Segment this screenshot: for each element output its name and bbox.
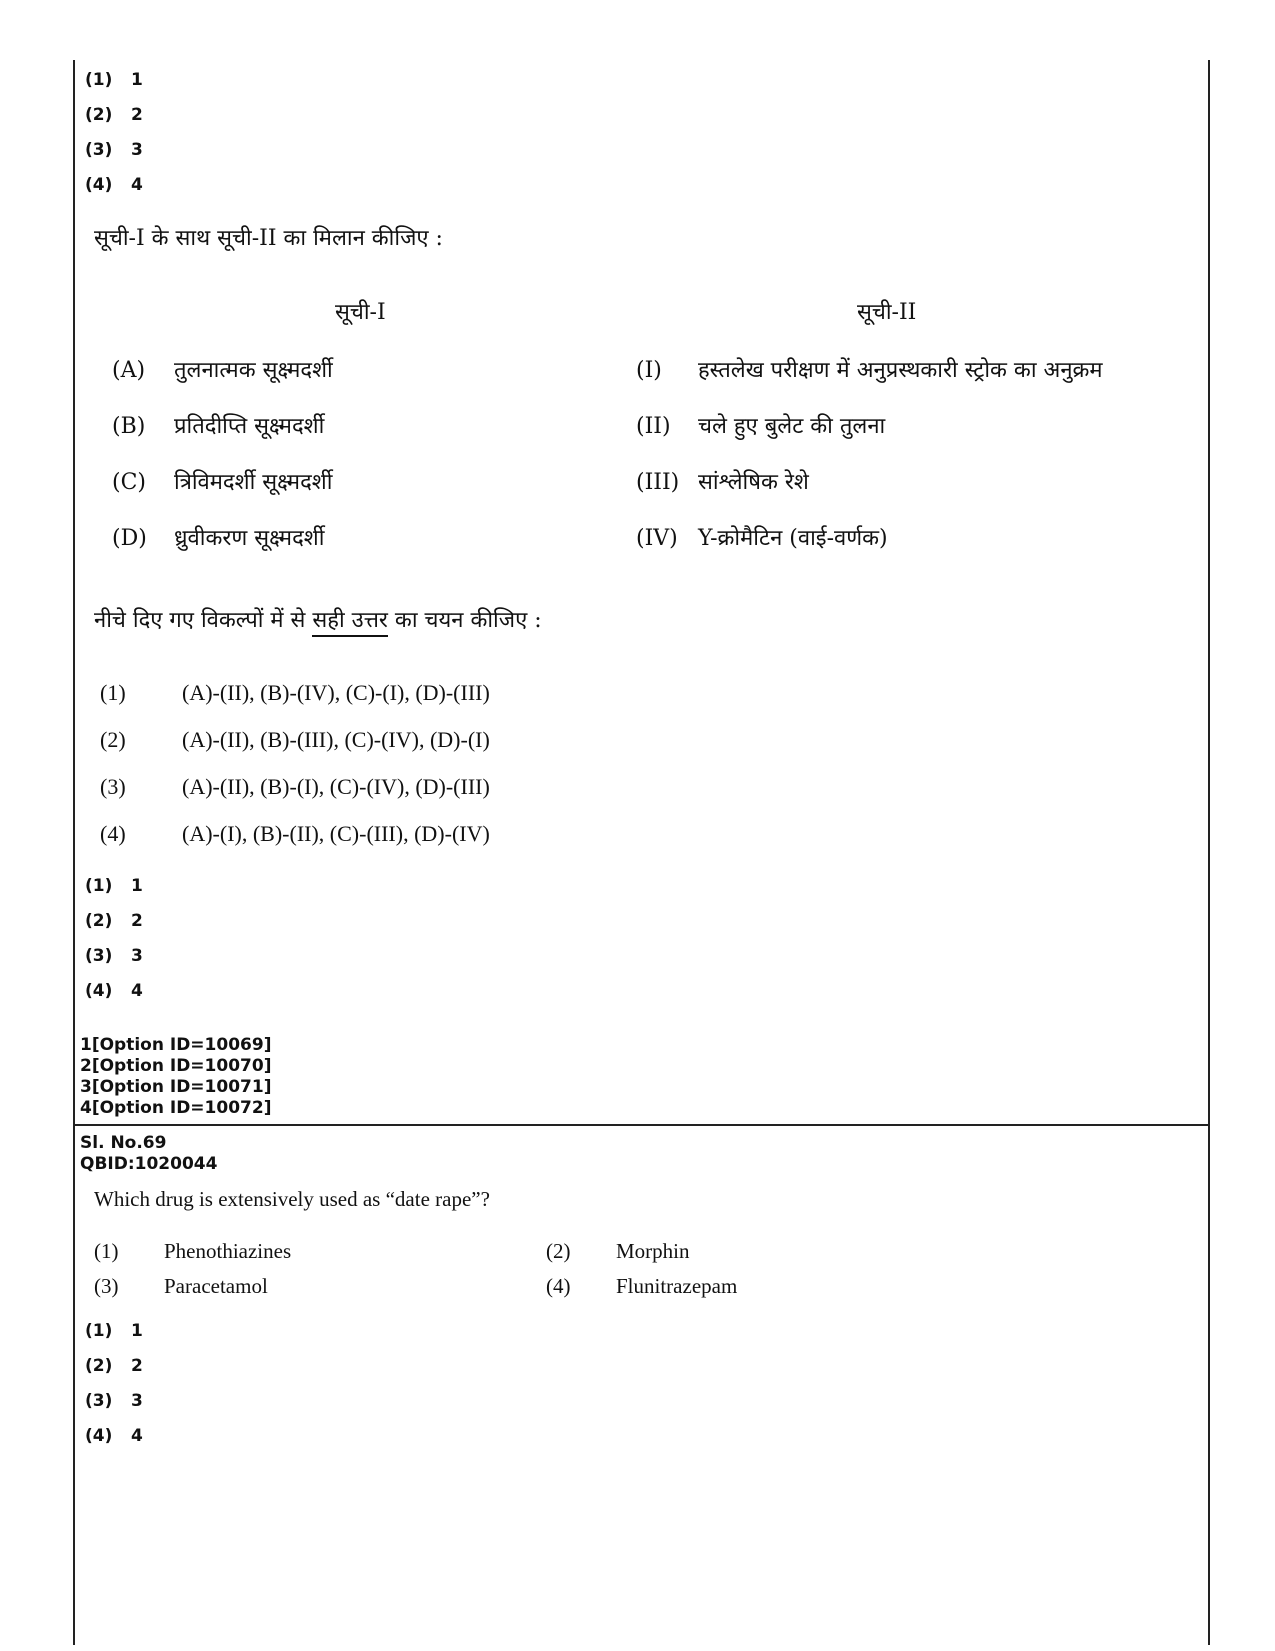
answer-choice: (1) Phenothiazines	[94, 1239, 292, 1263]
underlined-text: सही उत्तर	[312, 608, 388, 637]
option-row: (2) 2	[85, 1356, 143, 1376]
page-border-left	[73, 60, 75, 1645]
option-row: (4) 4	[85, 1426, 143, 1446]
option-row: (1) 1	[85, 876, 143, 896]
list1-title: सूची-I	[335, 300, 386, 325]
answer-choice: (2) Morphin	[546, 1239, 690, 1263]
option-row: (3) 3	[85, 140, 143, 160]
answer-choice: (1) (A)-(II), (B)-(IV), (C)-(I), (D)-(III)	[100, 680, 490, 705]
list1-item: (D) ध्रुवीकरण सूक्ष्मदर्शी	[112, 526, 325, 551]
option-id: 1[Option ID=10069]	[80, 1035, 272, 1055]
qbid: QBID:1020044	[80, 1154, 218, 1174]
option-id-list	[80, 1035, 271, 1119]
question69-options	[85, 1314, 143, 1454]
option-row: (1) 1	[85, 70, 143, 90]
choose-instruction: नीचे दिए गए विकल्पों में से सही उत्तर का चयन कीजिए :	[94, 604, 542, 634]
question-intro: सूची-I के साथ सूची-II का मिलान कीजिए :	[94, 226, 443, 251]
option-row: (4) 4	[85, 981, 143, 1001]
serial-number: Sl. No.69	[80, 1133, 167, 1153]
list1-item: (C) त्रिविमदर्शी सूक्ष्मदर्शी	[112, 470, 333, 495]
list1-item: (A) तुलनात्मक सूक्ष्मदर्शी	[112, 358, 333, 383]
option-row: (1) 1	[85, 1321, 143, 1341]
option-row: (2) 2	[85, 105, 143, 125]
question-meta	[80, 1133, 217, 1175]
answer-choice: (4) Flunitrazepam	[546, 1274, 738, 1298]
option-id: 4[Option ID=10072]	[80, 1098, 272, 1118]
list2-item: (II) चले हुए बुलेट की तुलना	[636, 414, 886, 439]
question68-options	[85, 869, 143, 1009]
option-id: 3[Option ID=10071]	[80, 1077, 272, 1097]
question-text: Which drug is extensively used as “date rape”?	[94, 1187, 490, 1211]
option-row: (3) 3	[85, 946, 143, 966]
list2-item: (I) हस्तलेख परीक्षण में अनुप्रस्थकारी स्ट्रोक का अनुक्रम	[636, 358, 1103, 383]
list2-item: (IV) Y-क्रोमैटिन (वाई-वर्णक)	[636, 526, 888, 551]
list1-item: (B) प्रतिदीप्ति सूक्ष्मदर्शी	[112, 414, 325, 439]
answer-choice: (3) Paracetamol	[94, 1274, 268, 1298]
page-border-right	[1208, 60, 1210, 1645]
option-row: (4) 4	[85, 175, 143, 195]
list2-item: (III) सांश्लेषिक रेशे	[636, 470, 809, 495]
option-row: (3) 3	[85, 1391, 143, 1411]
answer-choice: (2) (A)-(II), (B)-(III), (C)-(IV), (D)-(I)	[100, 727, 490, 752]
previous-question-options	[85, 63, 143, 203]
list2-title: सूची-II	[857, 300, 917, 325]
option-id: 2[Option ID=10070]	[80, 1056, 272, 1076]
answer-choice: (3) (A)-(II), (B)-(I), (C)-(IV), (D)-(III)	[100, 774, 490, 799]
answer-choice: (4) (A)-(I), (B)-(II), (C)-(III), (D)-(IV)	[100, 821, 490, 846]
question-divider	[73, 1124, 1210, 1126]
option-row: (2) 2	[85, 911, 143, 931]
